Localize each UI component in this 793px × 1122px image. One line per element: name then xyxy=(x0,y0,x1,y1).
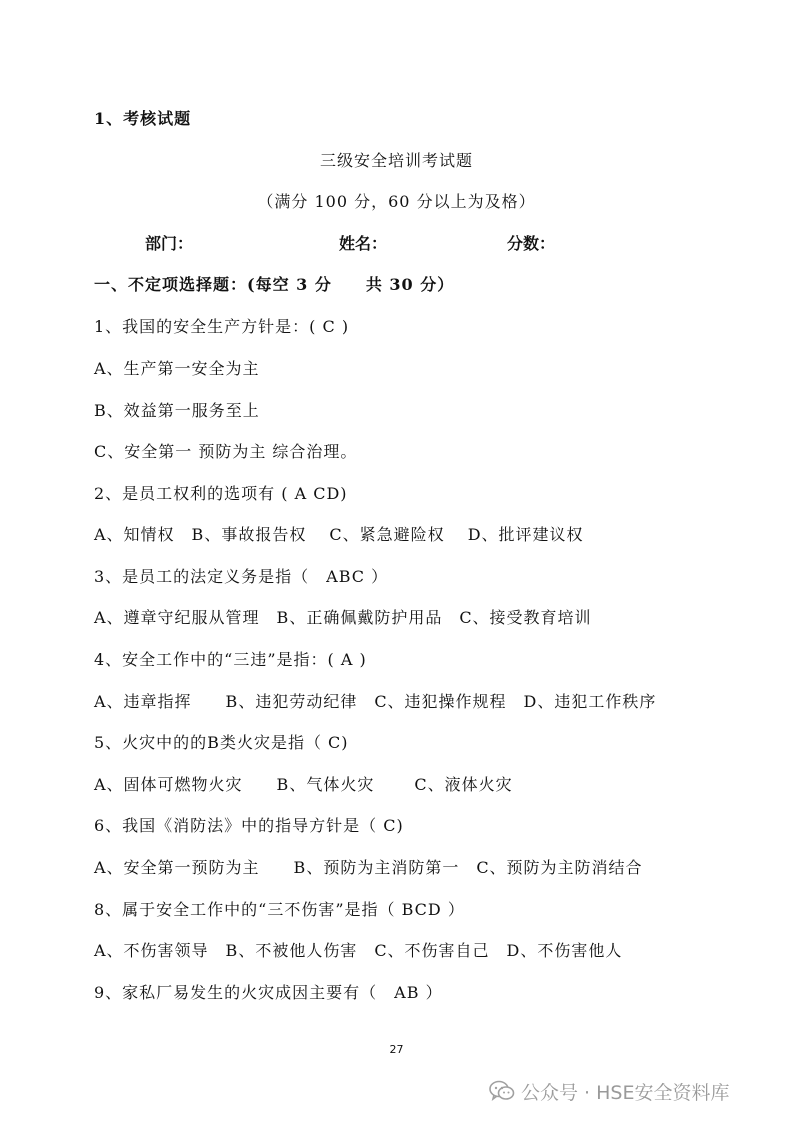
question-line: 1、我国的安全生产方针是：( C ) xyxy=(94,317,350,336)
score-field-label: 分数： xyxy=(507,234,556,253)
option-line: A、遵章守纪服从管理 B、正确佩戴防护用品 C、接受教育培训 xyxy=(94,608,592,627)
name-field-label: 姓名： xyxy=(339,234,388,253)
option-line: A、安全第一预防为主 B、预防为主消防第一 C、预防为主防消结合 xyxy=(94,858,643,877)
page-number: 27 xyxy=(389,1043,404,1056)
exam-title: 三级安全培训考试题 xyxy=(319,151,473,170)
option-line: A、固体可燃物火灾 B、气体火灾 C、液体火灾 xyxy=(94,775,513,794)
question-section-title: 一、不定项选择题：(每空 3 分 共 30 分） xyxy=(94,275,455,294)
question-line: 6、我国《消防法》中的指导方针是（ C) xyxy=(94,816,404,835)
wechat-icon xyxy=(489,1080,515,1102)
question-line: 5、火灾中的的B类火灾是指（ C) xyxy=(94,733,349,752)
question-line: 8、属于安全工作中的“三不伤害”是指（ BCD ） xyxy=(94,900,465,919)
question-line: 9、家私厂易发生的火灾成因主要有（ AB ） xyxy=(94,983,443,1002)
exam-subtitle: （满分 100 分，60 分以上为及格） xyxy=(257,192,536,211)
department-field-label: 部门： xyxy=(145,234,194,253)
watermark xyxy=(489,1078,729,1104)
question-line: 2、是员工权利的选项有 ( A CD) xyxy=(94,484,348,503)
option-line: C、安全第一 预防为主 综合治理。 xyxy=(94,442,358,461)
option-line: A、违章指挥 B、违犯劳动纪律 C、违犯操作规程 D、违犯工作秩序 xyxy=(94,692,657,711)
section-heading: 1、考核试题 xyxy=(94,109,192,128)
option-line: A、不伤害领导 B、不被他人伤害 C、不伤害自己 D、不伤害他人 xyxy=(94,941,623,960)
option-line: B、效益第一服务至上 xyxy=(94,401,260,420)
question-line: 3、是员工的法定义务是指（ ABC ） xyxy=(94,567,389,586)
option-line: A、生产第一安全为主 xyxy=(94,359,260,378)
watermark-text: 公众号 · HSE安全资料库 xyxy=(521,1081,730,1104)
option-line: A、知情权 B、事故报告权 C、紧急避险权 D、批评建议权 xyxy=(94,525,584,544)
question-line: 4、安全工作中的“三违”是指：( A ) xyxy=(94,650,367,669)
